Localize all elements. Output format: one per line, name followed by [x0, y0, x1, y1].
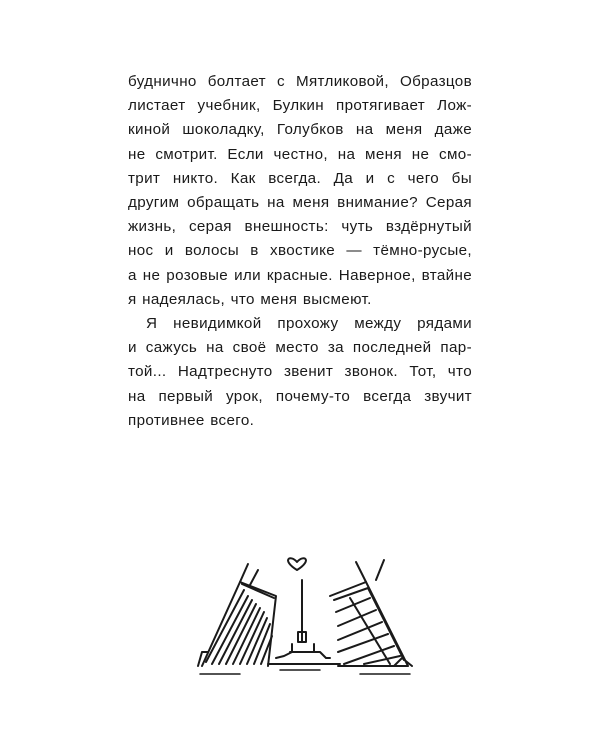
right-bridge-leaf: [330, 560, 412, 666]
water-lines: [200, 670, 410, 674]
text-line: на первый урок, почему-то всегда звучит: [128, 387, 472, 405]
paragraph-1: [128, 70, 472, 312]
text-line: той... Надтреснуто звенит звонок. Тот, что: [128, 363, 472, 381]
skyline: [276, 652, 330, 658]
text-line: не смотрит. Если честно, на меня не смо-: [128, 145, 472, 163]
left-bridge-leaf: [198, 564, 276, 666]
text-line: Я невидимкой прохожу между рядами: [146, 315, 472, 333]
text-line: другим обращать на меня внимание? Серая: [128, 194, 472, 212]
text-line: я надеялась, что меня высмеют.: [128, 290, 372, 308]
spire-icon: [290, 580, 318, 652]
paragraph-2: [128, 312, 472, 433]
text-line: и сажусь на своё место за последней пар-: [128, 339, 472, 357]
text-line: будничнo болтает с Мятликовой, Образцов: [128, 73, 472, 90]
text-line: жизнь, серая внешность: чуть вздёрнутый: [128, 218, 472, 236]
text-line: трит никто. Как всегда. Да и с чего бы: [128, 169, 472, 187]
heart-icon: [288, 558, 306, 570]
book-text: [128, 70, 472, 433]
text-line: а не розовые или красные. Наверное, втайне: [128, 266, 472, 284]
drawbridge-illustration: [180, 540, 430, 680]
text-line: нос и волосы в хвостике — тёмно-русые,: [128, 242, 472, 260]
text-line: противнее всего.: [128, 411, 255, 429]
text-line: киной шоколадку, Голубков на меня даже: [128, 121, 472, 139]
text-line: листает учебник, Булкин протягивает Лож-: [128, 97, 472, 115]
